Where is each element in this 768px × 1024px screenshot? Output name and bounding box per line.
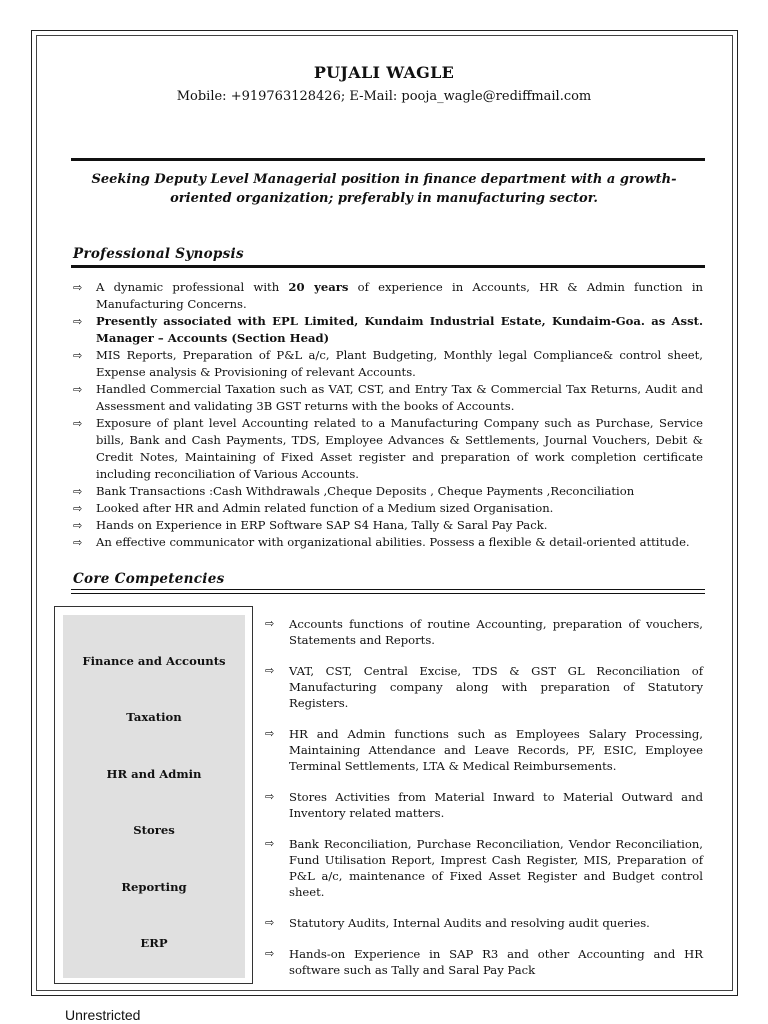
arrow-right-icon: ⇨ — [73, 349, 83, 362]
synopsis-item: ⇨ Handled Commercial Taxation such as VAT, CST, and Entry Tax & Commercial Tax Returns, Audit and Assessment and validating 3B GST returns with the books of Accounts. — [73, 382, 703, 413]
arrow-right-icon: ⇨ — [73, 315, 83, 328]
synopsis-item: ⇨ Exposure of plant level Accounting related to a Manufacturing Company such as Purchase, Service bills, Bank and Cash Payments, TDS, Employee Advances & Settlements, Journal Vouchers, Debit & Credit Notes, Maintaining of Fixed Asset register and preparation of work completion certificate including reconciliation of Various Accounts. — [73, 416, 703, 481]
candidate-name: PUJALI WAGLE — [313, 63, 455, 82]
competency-item: ⇨ Stores Activities from Material Inward to Material Outward and Inventory related matters. — [265, 790, 703, 820]
section-title-competencies: Core Competencies — [73, 571, 225, 587]
competency-item: ⇨ HR and Admin functions such as Employees Salary Processing, Maintaining Attendance and Leave Records, PF, ESIC, Employee Terminal Settlements, LTA & Medical Reimbursements. — [265, 727, 703, 773]
arrow-right-icon: ⇨ — [265, 837, 275, 850]
arrow-right-icon: ⇨ — [265, 664, 275, 677]
arrow-right-icon: ⇨ — [73, 383, 83, 396]
arrow-right-icon: ⇨ — [265, 916, 275, 929]
arrow-right-icon: ⇨ — [73, 536, 83, 549]
category-finance-and-accounts: Finance and Accounts — [82, 654, 226, 668]
synopsis-list — [73, 279, 703, 551]
category-reporting: Reporting — [121, 880, 187, 894]
category-erp: ERP — [140, 936, 168, 950]
synopsis-item: ⇨ Presently associated with EPL Limited, Kundaim Industrial Estate, Kundaim-Goa. as Asst. Manager – Accounts (Section Head) — [73, 314, 703, 345]
category-stores: Stores — [133, 823, 175, 837]
arrow-right-icon: ⇨ — [73, 502, 83, 515]
category-taxation: Taxation — [126, 710, 182, 724]
synopsis-item: ⇨ Bank Transactions :Cash Withdrawals ,Cheque Deposits , Cheque Payments ,Reconciliation — [73, 484, 635, 498]
career-objective: Seeking Deputy Level Managerial position in finance department with a growth-oriented organization; preferably in manufacturing sector. — [91, 172, 677, 206]
arrow-right-icon: ⇨ — [265, 727, 275, 740]
arrow-right-icon: ⇨ — [265, 947, 275, 960]
competency-item: ⇨ Hands-on Experience in SAP R3 and other Accounting and HR software such as Tally and Saral Pay Pack — [265, 947, 703, 977]
competencies-divider — [71, 589, 705, 594]
synopsis-item: ⇨ A dynamic professional with 20 years of experience in Accounts, HR & Admin function in Manufacturing Concerns. — [73, 280, 703, 311]
competency-detail-list — [265, 616, 703, 993]
competency-item: ⇨ Bank Reconciliation, Purchase Reconciliation, Vendor Reconciliation, Fund Utilisation Report, Imprest Cash Register, MIS, Preparation of P&L a/c, maintenance of Fixed Asset Register and Budget control sheet. — [265, 837, 703, 899]
competency-category-panel — [63, 615, 245, 978]
synopsis-item: ⇨ Looked after HR and Admin related function of a Medium sized Organisation. — [73, 501, 554, 515]
years-highlight: 20 years — [288, 280, 349, 294]
arrow-right-icon: ⇨ — [73, 519, 83, 532]
arrow-right-icon: ⇨ — [73, 417, 83, 430]
arrow-right-icon: ⇨ — [265, 617, 275, 630]
synopsis-item: ⇨ MIS Reports, Preparation of P&L a/c, Plant Budgeting, Monthly legal Compliance& control sheet, Expense analysis & Provisioning of relevant Accounts. — [73, 348, 703, 379]
arrow-right-icon: ⇨ — [73, 281, 83, 294]
contact-line: Mobile: +919763128426; E-Mail: pooja_wagle@rediffmail.com — [176, 89, 592, 104]
section-title-synopsis: Professional Synopsis — [73, 246, 244, 262]
competency-item: ⇨ Accounts functions of routine Accounting, preparation of vouchers, Statements and Reports. — [265, 617, 703, 647]
synopsis-divider — [71, 265, 705, 268]
arrow-right-icon: ⇨ — [265, 790, 275, 803]
classification-label: Unrestricted — [65, 1007, 141, 1023]
competency-item: ⇨ VAT, CST, Central Excise, TDS & GST GL Reconciliation of Manufacturing company along with preparation of Statutory Registers. — [265, 664, 703, 710]
synopsis-item: ⇨ Hands on Experience in ERP Software SAP S4 Hana, Tally & Saral Pay Pack. — [73, 518, 548, 532]
synopsis-item: ⇨ An effective communicator with organizational abilities. Possess a flexible & detail-oriented attitude. — [73, 535, 690, 549]
competency-item: ⇨ Statutory Audits, Internal Audits and resolving audit queries. — [265, 916, 650, 930]
arrow-right-icon: ⇨ — [73, 485, 83, 498]
category-hr-and-admin: HR and Admin — [106, 767, 202, 781]
header-divider — [71, 158, 705, 161]
